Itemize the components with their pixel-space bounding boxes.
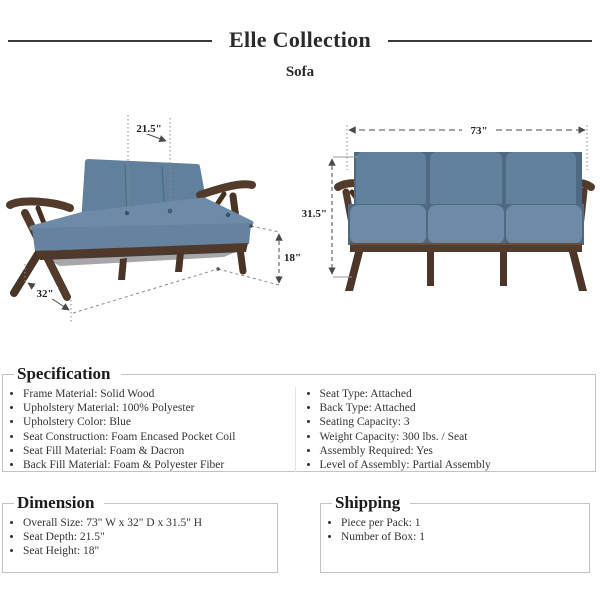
width-label: 73" — [470, 125, 488, 137]
specification-title: Specification — [17, 364, 111, 383]
seat-depth-label: 21.5" — [136, 123, 162, 135]
shipping-list — [325, 516, 585, 544]
spec-item: • Upholstery Material: 100% Polyester — [23, 401, 295, 415]
spec-item: • Seat Type: Attached — [320, 387, 592, 401]
shipping-item: • Piece per Pack: 1 — [341, 516, 585, 530]
specification-list-left — [7, 387, 295, 472]
page-title: Elle Collection — [229, 27, 371, 52]
shipping-section — [320, 493, 590, 573]
specification-section — [2, 364, 596, 472]
dimension-section — [2, 493, 278, 573]
depth-label: 32" — [36, 288, 54, 300]
spec-item: • Back Fill Material: Foam & Polyester Fiber — [23, 458, 295, 472]
height-label: 31.5" — [301, 208, 327, 220]
specification-list-right — [295, 387, 592, 472]
spec-item: • Seat Fill Material: Foam & Dacron — [23, 444, 295, 458]
spec-item: • Level of Assembly: Partial Assembly — [320, 458, 592, 472]
spec-item: • Frame Material: Solid Wood — [23, 387, 295, 401]
shipping-title: Shipping — [335, 493, 401, 512]
spec-item: • Seat Construction: Foam Encased Pocket Coil — [23, 430, 295, 444]
page-subtitle: Sofa — [285, 64, 315, 80]
sofa-front-view — [338, 152, 591, 291]
seat-height-label: 18" — [284, 252, 302, 264]
dimension-item: • Seat Depth: 21.5" — [23, 530, 273, 544]
sofa-diagrams — [0, 95, 600, 357]
spec-item: • Assembly Required: Yes — [320, 444, 592, 458]
title-rule-right — [388, 40, 592, 42]
specification-columns — [7, 384, 591, 472]
spec-item: • Seating Capacity: 3 — [320, 415, 592, 429]
sofa-perspective-view — [10, 162, 252, 297]
dimension-list — [7, 516, 273, 559]
shipping-item: • Number of Box: 1 — [341, 530, 585, 544]
spec-item: • Weight Capacity: 300 lbs. / Seat — [320, 430, 592, 444]
spec-item: • Back Type: Attached — [320, 401, 592, 415]
dimension-title: Dimension — [17, 493, 95, 512]
dimension-item: • Seat Height: 18" — [23, 544, 273, 558]
spec-item: • Upholstery Color: Blue — [23, 415, 295, 429]
dimension-item: • Overall Size: 73" W x 32" D x 31.5" H — [23, 516, 273, 530]
